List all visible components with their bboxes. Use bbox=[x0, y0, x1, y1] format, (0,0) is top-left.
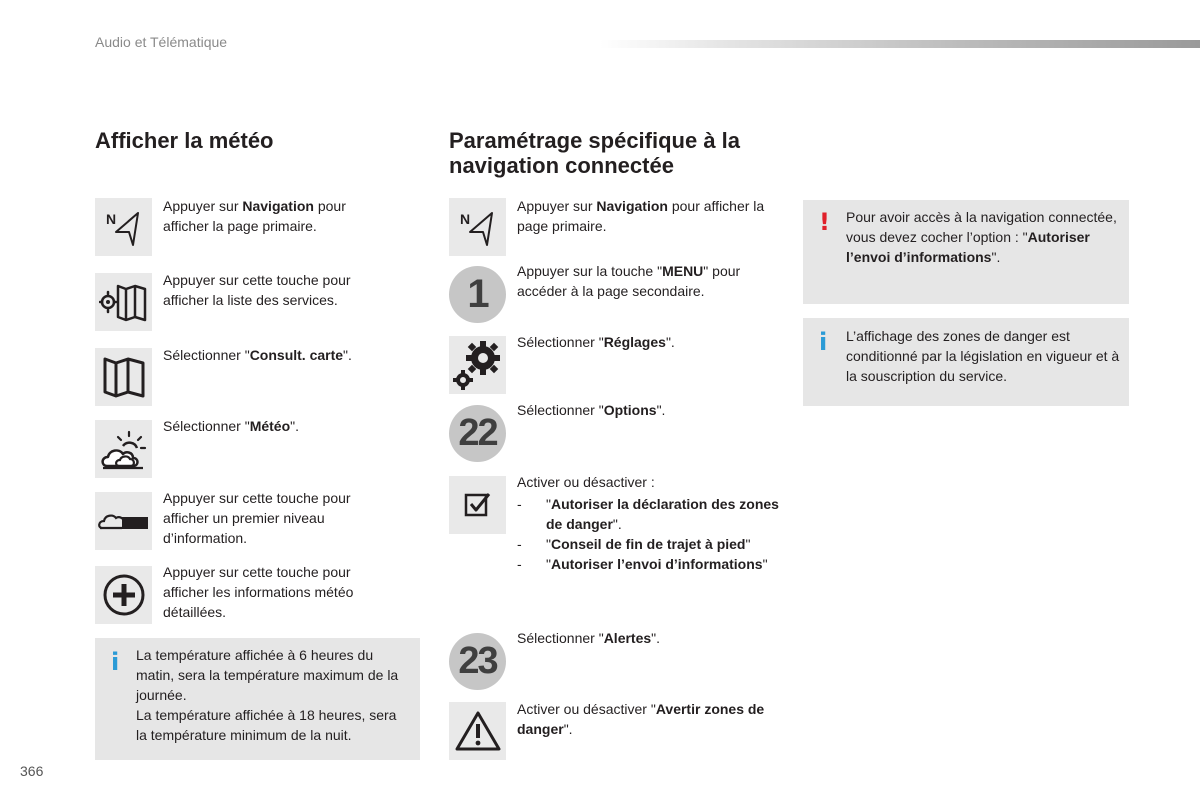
warning-triangle-icon bbox=[454, 709, 502, 753]
map-icon bbox=[101, 354, 147, 400]
header-gradient-bar bbox=[600, 40, 1200, 48]
navigation-icon-box bbox=[95, 198, 152, 256]
services-map-icon bbox=[99, 280, 149, 324]
list-item: - "Autoriser l’envoi d’informations" bbox=[517, 556, 768, 572]
navigation-compass-icon bbox=[102, 205, 146, 249]
mid-step-1-text: Appuyer sur Navigation pour afficher la page primaire. bbox=[517, 198, 765, 234]
settings-gears-icon bbox=[452, 338, 504, 392]
step-number-23: 23 bbox=[449, 633, 506, 690]
left-step-4-text: Sélectionner "Météo". bbox=[163, 418, 299, 434]
navigation-compass-icon bbox=[456, 205, 500, 249]
map-icon-box bbox=[95, 348, 152, 406]
step-number-22: 22 bbox=[449, 405, 506, 462]
left-step-3-text: Sélectionner "Consult. carte". bbox=[163, 347, 352, 363]
checkbox-icon-box bbox=[449, 476, 506, 534]
left-step-1-text: Appuyer sur Navigation pour afficher la page primaire. bbox=[163, 198, 346, 234]
step-number-1: 1 bbox=[449, 266, 506, 323]
access-warning-text: Pour avoir accès à la navigation connectée, vous devez cocher l’option : "Autoriser l’envoi d’informations". bbox=[846, 209, 1117, 265]
mid-step-6-text: Sélectionner "Alertes". bbox=[517, 630, 661, 646]
checkbox-icon bbox=[463, 490, 493, 520]
plus-icon bbox=[101, 572, 147, 618]
info-icon: i bbox=[111, 648, 120, 676]
connected-navigation-title: Paramétrage spécifique à la navigation connectée bbox=[449, 128, 741, 178]
weather-level-icon-box bbox=[95, 492, 152, 550]
exclamation-icon: ! bbox=[819, 208, 830, 236]
temperature-info-note bbox=[95, 638, 420, 760]
mid-step-3-text: Sélectionner "Réglages". bbox=[517, 334, 675, 350]
mid-step-2-text: Appuyer sur la touche "MENU" pour accéder à la page secondaire. bbox=[517, 263, 741, 299]
section-header: Audio et Télématique bbox=[95, 34, 228, 50]
left-step-6-text: Appuyer sur cette touche pour afficher les informations météo détaillées. bbox=[163, 564, 354, 620]
navigation-icon-box-2 bbox=[449, 198, 506, 256]
list-item: - "Conseil de fin de trajet à pied" bbox=[517, 536, 751, 552]
plus-icon-box bbox=[95, 566, 152, 624]
services-icon-box bbox=[95, 273, 152, 331]
left-step-5-text: Appuyer sur cette touche pour afficher un premier niveau d’information. bbox=[163, 490, 351, 546]
weather-icon-box bbox=[95, 420, 152, 478]
page-number: 366 bbox=[20, 763, 44, 779]
danger-zones-info-note bbox=[803, 318, 1129, 406]
list-item: - "Autoriser la déclaration des zones de danger". bbox=[517, 496, 779, 532]
options-list bbox=[517, 494, 787, 574]
mid-step-4-text: Sélectionner "Options". bbox=[517, 402, 666, 418]
warning-icon-box bbox=[449, 702, 506, 760]
left-step-2-text: Appuyer sur cette touche pour afficher la liste des services. bbox=[163, 272, 351, 308]
info-icon: i bbox=[819, 328, 828, 356]
weather-section-title: Afficher la météo bbox=[95, 128, 274, 153]
mid-step-7-text: Activer ou désactiver "Avertir zones de danger". bbox=[517, 701, 765, 737]
svg-text:N: N bbox=[459, 211, 470, 227]
weather-icon bbox=[99, 426, 149, 472]
svg-text:N: N bbox=[105, 211, 116, 227]
access-warning-note bbox=[803, 200, 1129, 304]
mid-step-5-text: Activer ou désactiver : - "Autoriser la déclaration des zones de danger". - "Conseil de fin de trajet à pied" - "Autoriser l’envoi d’informations" bbox=[517, 472, 787, 574]
danger-zones-info-text: L’affichage des zones de danger est conditionné par la législation en vigueur et à la souscription du service. bbox=[846, 328, 1120, 384]
weather-level-icon bbox=[98, 506, 150, 536]
settings-icon-box bbox=[449, 336, 506, 394]
temperature-note-text: La température affichée à 6 heures du matin, sera la température maximum de la journée. La température affichée à 18 heures, sera la température minimum de la nuit. bbox=[136, 647, 399, 743]
